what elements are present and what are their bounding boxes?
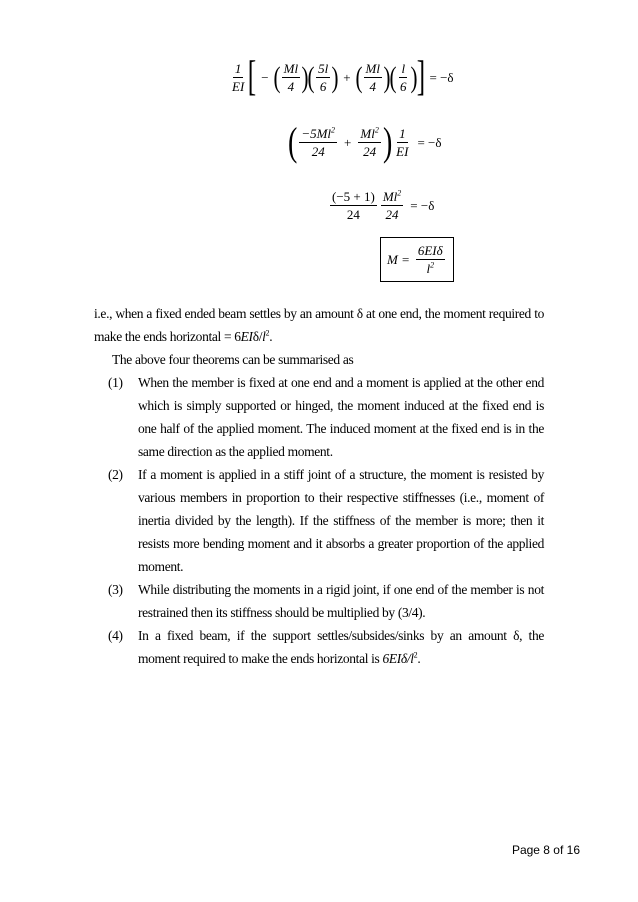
fraction-numerator: l [401, 61, 406, 77]
right-paren: ) [301, 61, 309, 95]
fraction-denominator: $l^2$ [426, 260, 435, 276]
list-item-text: While distributing the moments in a rigid joint, if one end of the member is not restrained then its stiffness should be multiplied by (3/4). [138, 582, 544, 620]
left-paren: ( [307, 61, 315, 95]
fraction-denominator: 4 [287, 79, 295, 95]
left-paren: ( [287, 119, 298, 164]
fraction-numerator: Ml [365, 61, 380, 77]
fraction-numerator: 5l [318, 61, 329, 77]
list-item [94, 578, 544, 624]
fraction-denominator: EI [396, 143, 409, 159]
boxed-result-equation [380, 237, 454, 282]
paragraph-fixed-beam-settlement: i.e., when a fixed ended beam settles by an amount δ at one end, the moment required to make the ends horizontal = $6EI\delta/l^2$. [94, 306, 544, 344]
page-number: Page 8 of 16 [511, 843, 580, 857]
fraction-denominator: 24 [363, 143, 377, 159]
list-item-number: (4) [108, 628, 123, 643]
minus-sign: − [261, 70, 269, 86]
fraction-denominator: EI [232, 79, 245, 95]
fraction-numerator: 6EIδ [417, 243, 443, 258]
fraction [416, 244, 445, 275]
fraction-numerator: (−5 + 1) [332, 189, 375, 204]
list-item [94, 371, 544, 463]
equation-rhs: = −δ [410, 198, 435, 213]
list-item-text: In a fixed beam, if the support settles/subsides/sinks by an amount δ, the moment required to make the ends horizontal is $6EI\delta/l^2$. [138, 628, 544, 666]
fraction [330, 190, 377, 221]
right-paren: ) [331, 61, 339, 95]
fraction [282, 62, 300, 93]
fraction-numerator: Ml [283, 61, 299, 77]
left-paren: ( [389, 61, 397, 95]
list-item-number: (1) [108, 375, 123, 390]
list-item [94, 463, 544, 578]
theorem-list [94, 371, 544, 670]
fraction-numerator: Ml$^2$ [382, 188, 402, 204]
fraction [299, 127, 337, 158]
plus-sign: + [343, 70, 351, 86]
body-text [94, 302, 544, 371]
fraction [364, 62, 382, 93]
fraction-numerator: $-5Ml^2$ [301, 125, 336, 141]
fraction-denominator: 4 [369, 79, 377, 95]
fraction-denominator: 24 [311, 143, 325, 159]
equation-rhs: = −δ [429, 70, 454, 86]
right-paren: ) [383, 61, 391, 95]
fraction-denominator: 6 [319, 79, 327, 95]
fraction [394, 127, 410, 158]
fraction-1-over-EI [230, 62, 246, 93]
fraction [316, 62, 330, 93]
fraction-denominator: 24 [385, 207, 399, 222]
fraction [358, 127, 380, 158]
right-paren: ) [410, 61, 417, 95]
paragraph-summary-intro: The above four theorems can be summarised as [112, 352, 354, 367]
left-bracket: [ [248, 54, 257, 100]
equation-lhs: M = [387, 252, 410, 267]
equation-1 [228, 54, 459, 100]
fraction [381, 190, 403, 221]
fraction [398, 62, 409, 93]
fraction-denominator: 24 [346, 207, 360, 222]
plus-sign: + [344, 134, 352, 150]
list-item [94, 624, 544, 670]
fraction-denominator: 6 [400, 79, 407, 95]
list-item-text: If a moment is applied in a stiff joint of a structure, the moment is resisted by various members in proportion to their respective stiffnesses (i.e., moment of inertia divided by the length). If the stiffness of the member is more; then it resists more bending moment and it absorbs a greater proportion of the applied moment. [138, 467, 544, 574]
list-item-number: (2) [108, 467, 123, 482]
fraction-numerator: 1 [399, 125, 406, 141]
fraction-numerator: Ml$^2$ [360, 125, 379, 141]
list-item-number: (3) [108, 582, 123, 597]
left-paren: ( [355, 61, 363, 95]
right-paren: ) [382, 119, 393, 164]
right-bracket: ] [416, 54, 425, 100]
left-paren: ( [273, 61, 281, 95]
equation-rhs: = −δ [417, 134, 442, 150]
equation-3 [328, 190, 439, 221]
fraction-numerator: 1 [234, 61, 242, 77]
equation-2 [287, 119, 447, 164]
list-item-text: When the member is fixed at one end and a moment is applied at the other end which is simply supported or hinged, the moment induced at the fixed end is one half of the applied moment. The induced moment at the fixed end is in the same direction as the applied moment. [138, 375, 544, 459]
